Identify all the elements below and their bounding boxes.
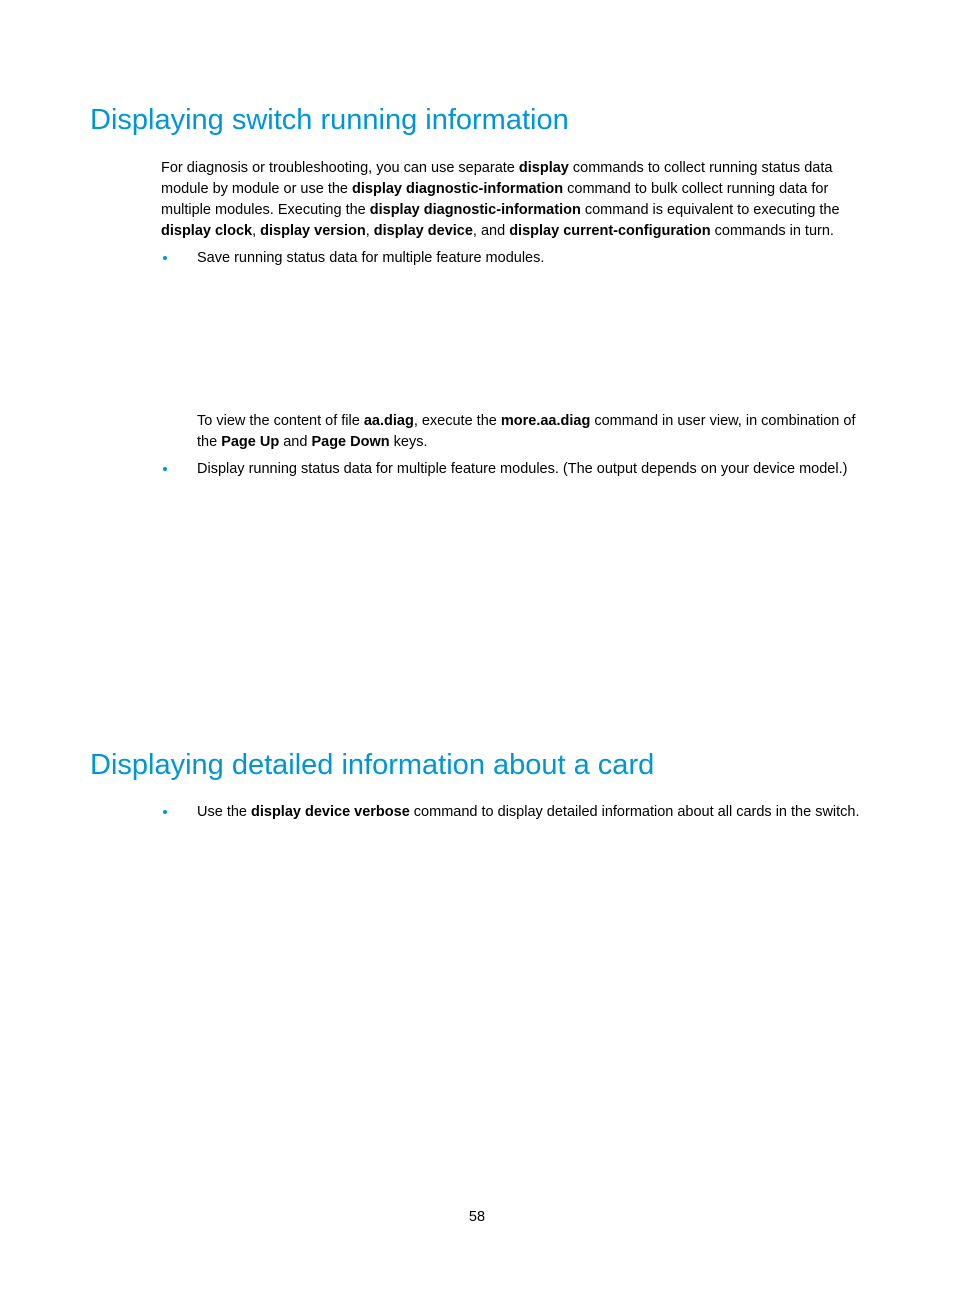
text-run: , [252,223,261,239]
command-keyword: display diagnostic-information [352,181,564,197]
section-heading-card-detail-info: Displaying detailed information about a card [90,749,655,781]
section-heading-switch-running-info: Displaying switch running information [90,104,569,136]
command-keyword: display [518,160,569,176]
text-run: Save running status data for multiple feature modules. [197,250,545,266]
text-run: and [279,434,312,450]
list-item-text [197,248,867,269]
page-number: 58 [468,1209,486,1225]
command-keyword: display clock [161,223,253,239]
text-run: , [365,223,374,239]
list-item [161,248,867,269]
bullet-dot-icon [163,467,167,471]
command-keyword: aa.diag [363,413,414,429]
text-run: Display running status data for multiple feature modules. (The output depends on your device model.) [197,461,848,477]
command-keyword: Page Down [311,434,390,450]
command-keyword: display device [373,223,473,239]
list-item-text [197,459,867,480]
bullet-dot-icon [163,256,167,260]
list-item [161,802,867,823]
text-run: , and [472,223,510,239]
command-keyword: display current-configuration [509,223,711,239]
text-run: , execute the [413,413,501,429]
intro-paragraph [161,158,867,242]
command-keyword: more.aa.diag [500,413,591,429]
bullet-dot-icon [163,810,167,814]
text-run: command in user view, in combination of the [197,413,856,450]
command-keyword: display diagnostic-information [369,202,581,218]
command-keyword: display version [260,223,366,239]
text-run: keys. [389,434,428,450]
text-run: Use the [197,804,251,820]
text-run: For diagnosis or troubleshooting, you can use separate [161,160,519,176]
list-item-text [197,802,867,823]
command-keyword: display device verbose [251,804,410,820]
list-item [161,459,867,480]
text-run: commands to collect running status data module by module or use the [161,160,833,197]
view-file-paragraph [197,411,867,453]
text-run: command to display detailed information about all cards in the switch. [409,804,860,820]
text-run: command to bulk collect running data for multiple modules. Executing the [161,181,829,218]
text-run: To view the content of file [197,413,364,429]
command-keyword: Page Up [221,434,280,450]
text-run: command is equivalent to executing the [580,202,840,218]
text-run: commands in turn. [710,223,834,239]
